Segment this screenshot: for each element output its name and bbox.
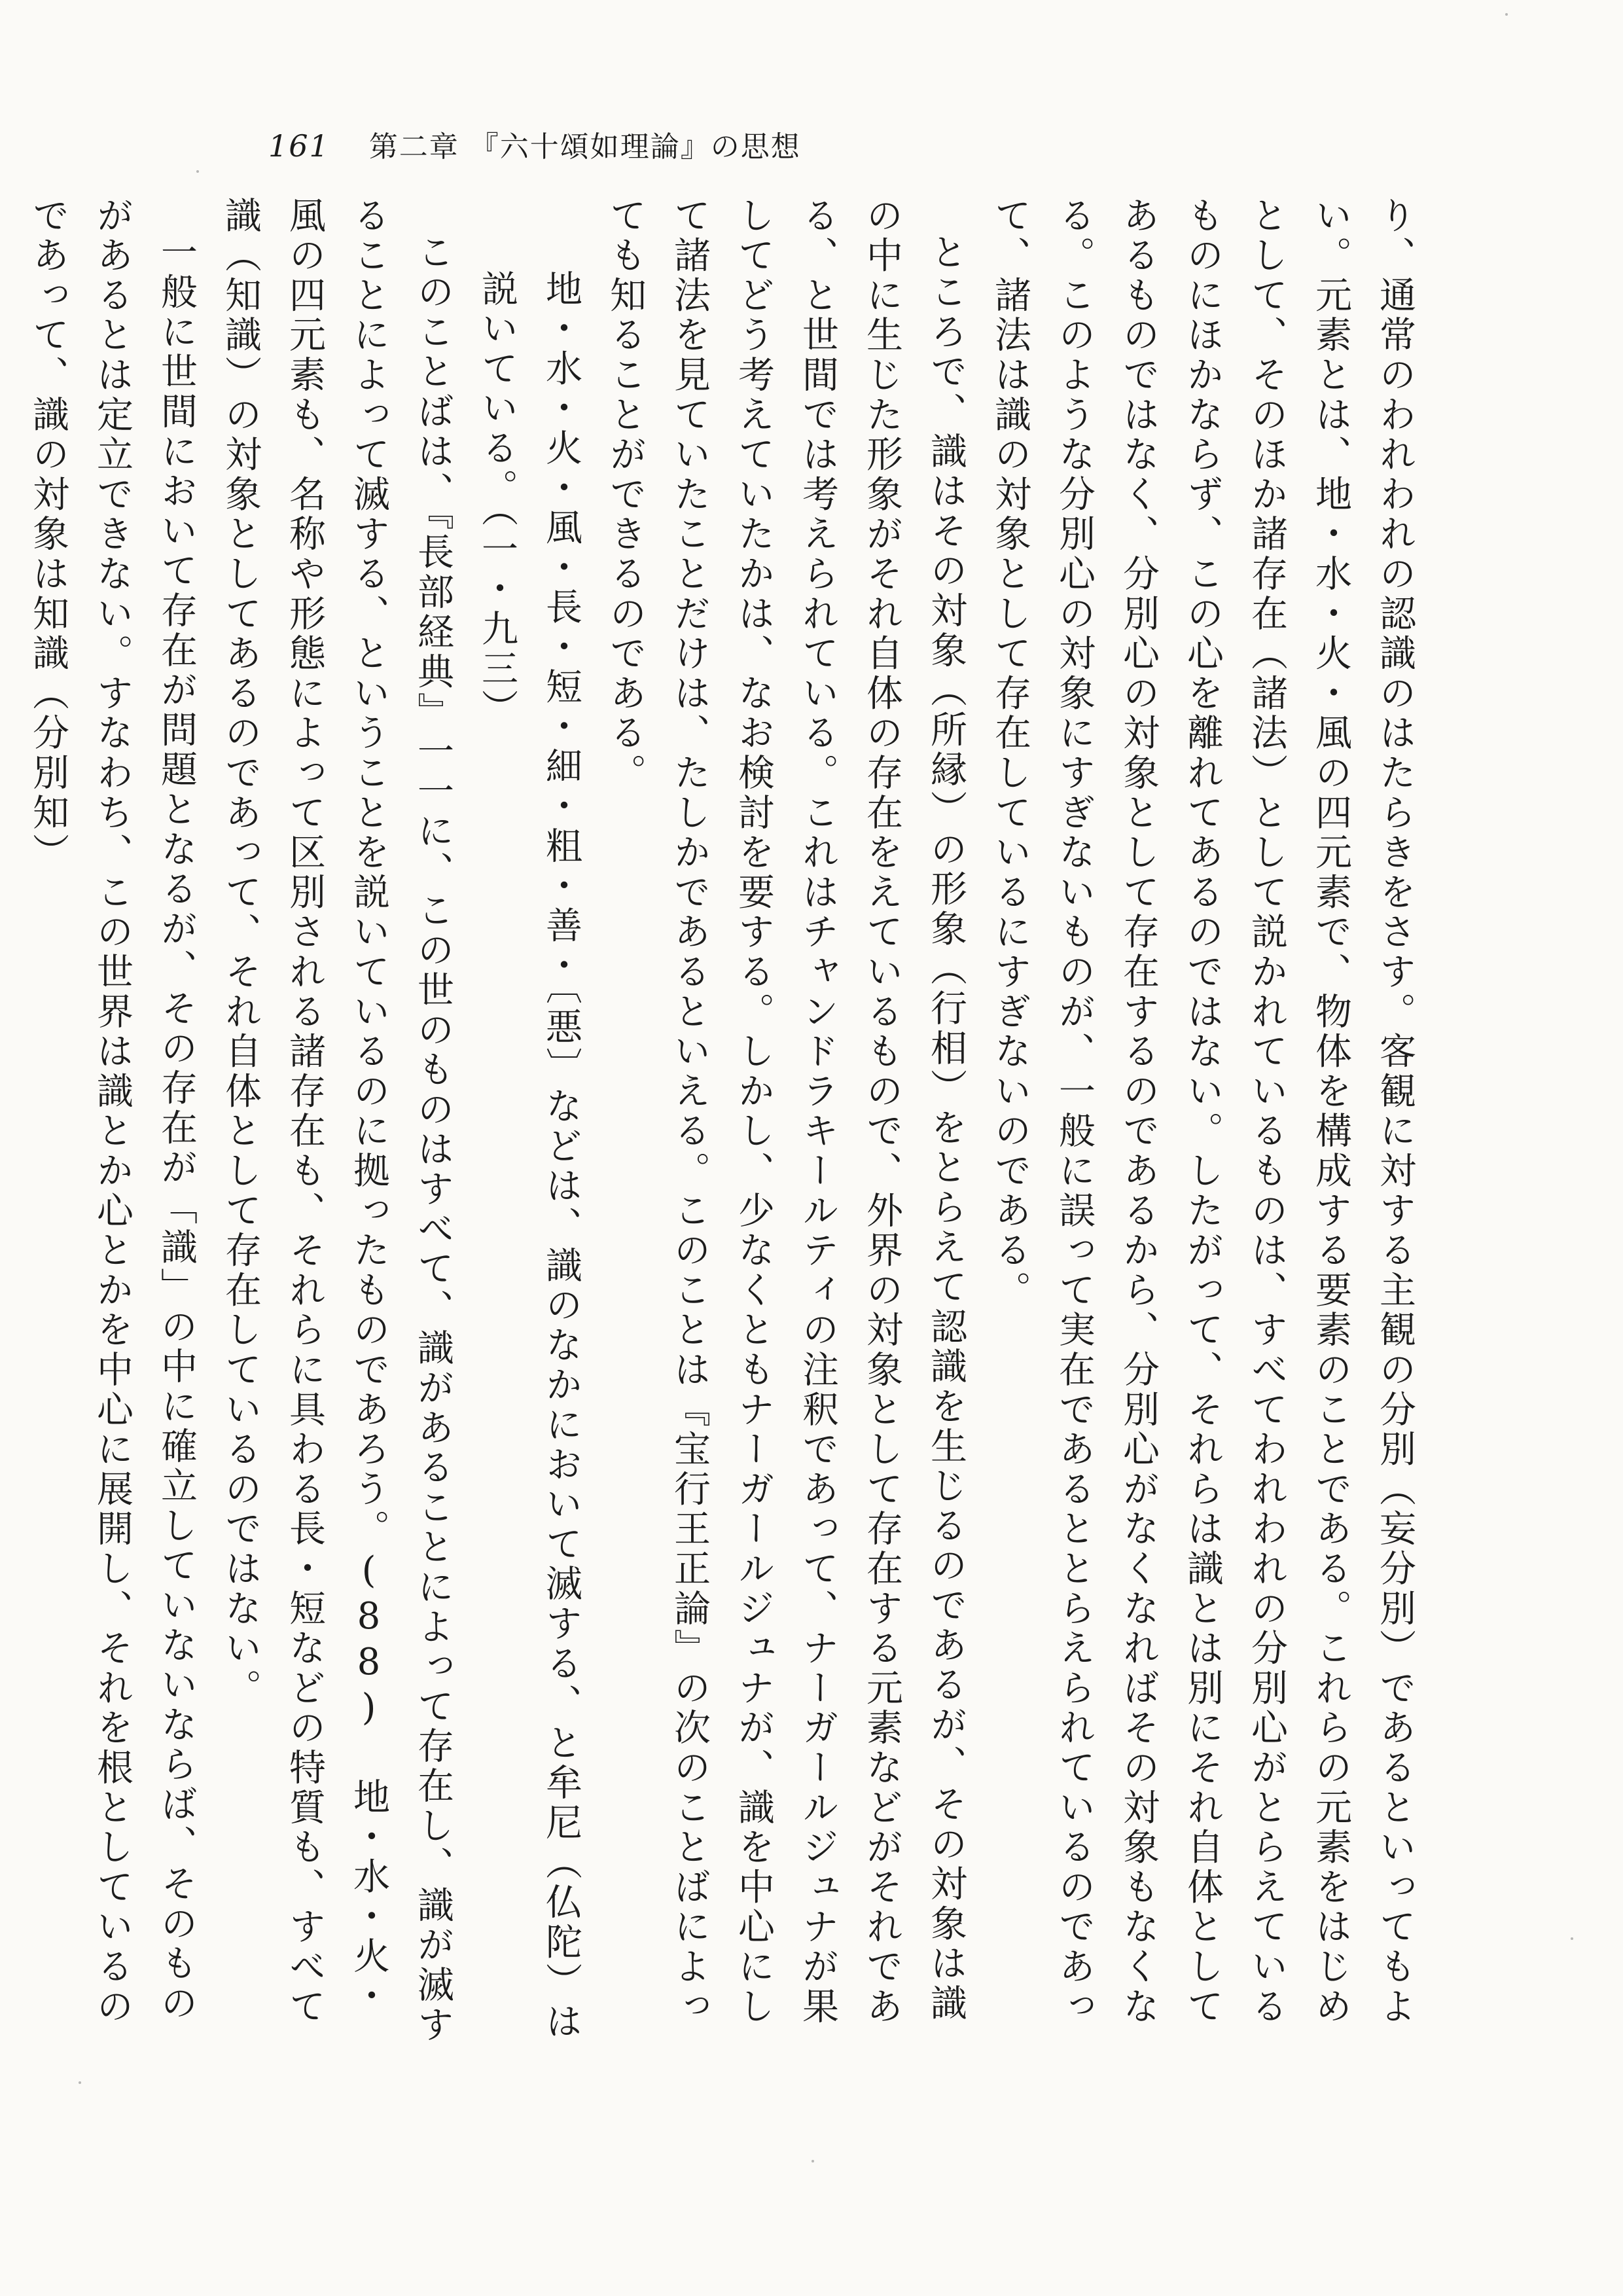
scan-speck — [79, 2081, 81, 2084]
scan-speck — [196, 170, 199, 173]
paragraph-2: ところで、識はその対象（所縁）の形象（行相）をとらえて認識を生じるのであるが、その対象は識の中に生じた形象がそれ自体の存在をえているもので、外界の対象として存在する元素などがそれである、と世間では考えられている。これはチャンドラキールティの注釈であって、ナーガールジュナが果してどう考えていたかは、なお検討を要する。しかし、少なくともナーガールジュナが、識を中心にして諸法を見ていたことだけは、たしかであるといえる。このことは『宝行王正論』の次のことばによっても知ることができるのである。 — [604, 196, 967, 2027]
paragraph-4: 一般に世間において存在が問題となるが、その存在が「識」の中に確立していないならば、そのものがあるとは定立できない。すなわち、この世界は識とか心とかを中心に展開し、それを根としているのであって、識の対象は知識（分別知） — [27, 196, 198, 2027]
scan-speck — [1505, 13, 1508, 16]
running-header — [268, 123, 801, 162]
chapter-title: 第二章 『六十頌如理論』の思想 — [368, 130, 801, 164]
scan-speck — [1571, 1937, 1573, 1940]
scan-speck — [812, 2160, 814, 2162]
quotation: 地・水・火・風・長・短・細・粗・善・〔悪〕などは、識のなかにおいて滅する、と牟尼（仏陀）は説いている。（一・九三） — [476, 270, 582, 2042]
page-number: 161 — [268, 128, 330, 164]
paragraph-3: このことばは、『長部経典』一一に、この世のものはすべて、識があることによって存在し、識が滅することによって滅する、ということを説いているのに拠ったものであろう。(88) 地・水・火・風の四元素も、名称や形態によって区別される諸存在も、それらに具わる長・短などの特質も、すべて識（知識）の対象としてあるのであって、それ自体として存在しているのではない。 — [219, 196, 454, 2045]
paragraph-1: り、通常のわれわれの認識のはたらきをさす。客観に対する主観の分別（妄分別）であるといってもよい。元素とは、地・水・火・風の四元素で、物体を構成する要素のことである。これらの元素をはじめとして、そのほか諸存在（諸法）として説かれているものは、すべてわれわれの分別心がとらえているものにほかならず、この心を離れてあるのではない。したがって、それらは識とは別にそれ自体としてあるものではなく、分別心の対象として存在するのであるから、分別心がなくなればその対象もなくなる。このような分別心の対象にすぎないものが、一般に誤って実在であるととらえられているのであって、諸法は識の対象として存在しているにすぎないのである。 — [989, 196, 1416, 2027]
vertical-body-text — [27, 196, 1427, 2055]
